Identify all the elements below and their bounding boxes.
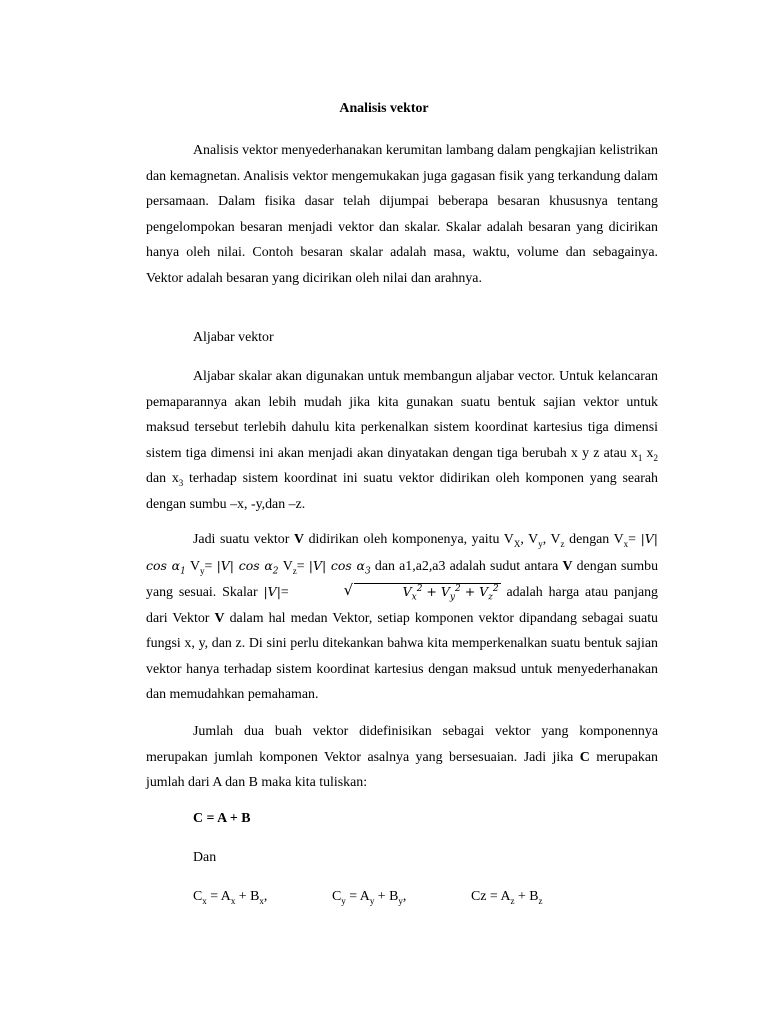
subheading-aljabar-vektor: Aljabar vektor [193, 330, 274, 345]
equation-cy: $C_y = A_y + B_y$, [332, 889, 407, 906]
paragraph-intro: Analisis vektor menyederhanakan kerumitan lambang dalam pengkajian kelistrikan dan kemagnetan. Analisis vektor mengemukakan juga gagasan fisik yang terkandung dalam persamaan. Dalam fisika dasar telah dijumpai beberapa besaran khususnya tentang pengelompokan besaran menjadi vektor dan skalar. Skalar adalah besaran yang dicirikan hanya oleh nilai. Contoh besaran skalar adalah masa, waktu, volume dan sebagainya. Vektor adalah besaran yang dicirikan oleh nilai dan arahnya. [146, 143, 658, 286]
equation-cz: $Cz = A_z + B_z$ [471, 889, 543, 906]
math-vz: |V| $\cos \alpha_3$ [308, 557, 371, 576]
math-sqrt-expression: √ $V_x^2 + V_y^2 + V_z^2$ [343, 581, 499, 603]
document-title: Analisis vektor [339, 101, 429, 116]
equation-cx: $C_x = A_x + B_x$, [193, 889, 268, 906]
paragraph-jumlah-vektor: Jumlah dua buah vektor didefinisikan sebagai vektor yang komponennya merupakan jumlah komponen Vektor asalnya yang bersesuaian. Jadi jika C merupakan jumlah dari A dan B maka kita tuliskan: [146, 724, 658, 790]
math-magnitude: |V| [263, 584, 281, 599]
paragraph-aljabar: Aljabar skalar akan digunakan untuk membangun aljabar vector. Untuk kelancaran pemaparannya akan lebih mudah jika kita gunakan suatu bentuk sajian vektor untuk maksud tersebut terlebih dahulu kita perkenalkan sistem koordinat kartesius tiga dimensi sistem tiga dimensi ini akan menjadi akan dinyatakan dengan tiga berubah x y z atau $x_1$ $x_2$ dan $x_3$ terhadap sistem koordinat ini suatu vektor didirikan oleh komponen yang searah dengan sumbu –x, -y,dan –z. [146, 369, 658, 512]
equation-components [193, 884, 543, 910]
paragraph-komponen-vektor: Jadi suatu vektor V didirikan oleh komponenya, yaitu $V_X$, $V_y$, $V_z$ dengan $V_x= |V|$ $\cos \alpha_1$ $V_y= |V|$ $\cos \alpha_2$ $V_z= |V|$ $\cos \alpha_3$ dan a1,a2,a3 adalah sudut antara V dengan sumbu yang sesuai. Skalar |V|= √ $V_x^2 + V_y^2 + V_z^2$ adalah harga atau panjang dari Vektor V dalam hal medan Vektor, setiap komponen vektor dipandang sebagai suatu fungsi x, y, dan z. Di sini perlu ditekankan bahwa kita memperkenalkan suatu bentuk sajian vektor hanya terhadap sistem koordinat kartesius dengan maksud untuk menyederhanakan dan memudahkan pemahaman. [146, 531, 659, 702]
equation-c-sum: C = A + B [193, 811, 251, 826]
math-vx: |V| $\cos \alpha_1$ [146, 531, 659, 576]
math-vy: |V| $\cos \alpha_2$ [216, 557, 279, 576]
word-dan: Dan [193, 850, 217, 865]
